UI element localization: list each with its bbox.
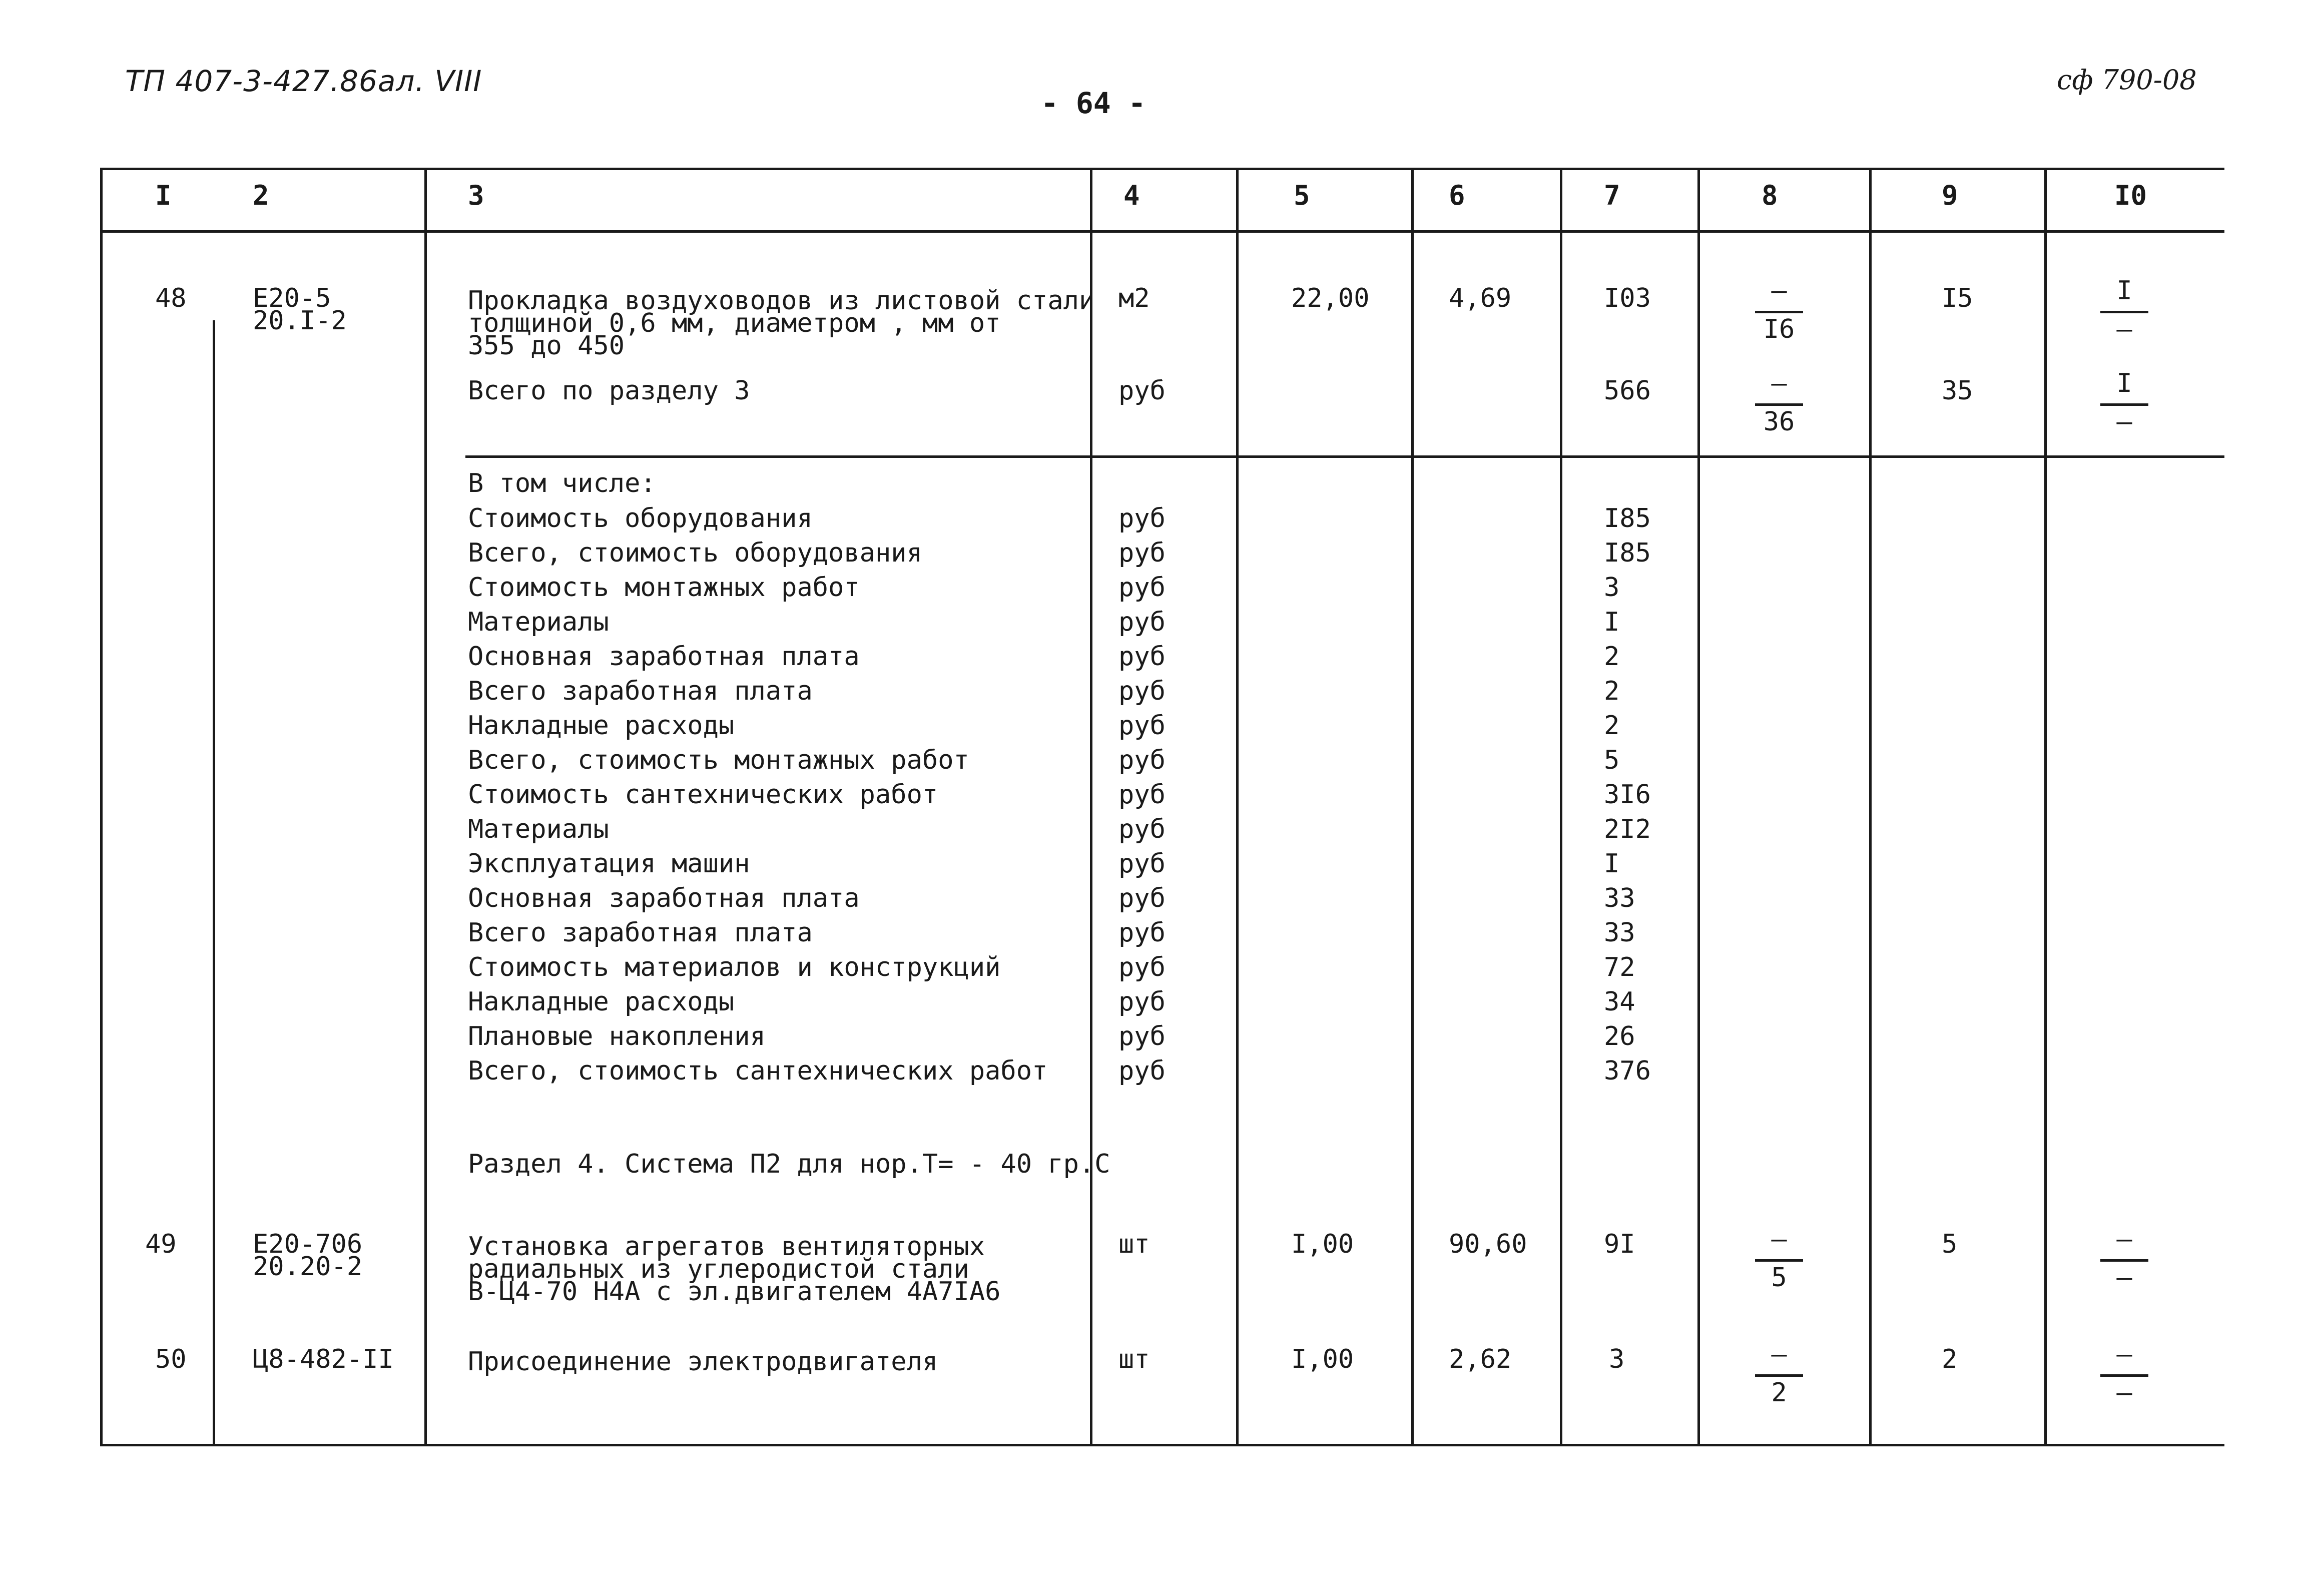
row-col10-fraction [2094, 1341, 2154, 1406]
breakdown-unit: руб [1118, 780, 1166, 810]
table-bottom-rule [100, 1444, 2224, 1446]
table-top-rule [100, 168, 2224, 170]
breakdown-value: 376 [1604, 1056, 1651, 1086]
breakdown-value: 26 [1604, 1021, 1635, 1051]
column-header-5: 5 [1294, 180, 1310, 211]
row-unit-price: 2,62 [1449, 1344, 1512, 1374]
row-code-line-2: 20.20-2 [253, 1252, 363, 1282]
header-bottom-rule [100, 230, 2224, 233]
fraction-numerator: – [2116, 1224, 2132, 1254]
row-quantity: I,00 [1291, 1229, 1354, 1259]
row-description-line-3: 355 до 450 [468, 331, 625, 361]
section-total-label: Всего по разделу 3 [468, 376, 750, 406]
breakdown-value: 2 [1604, 676, 1620, 706]
row-total: 3 [1609, 1344, 1625, 1374]
col-rule-3 [1090, 168, 1092, 1444]
breakdown-label: Всего, стоимость оборудования [468, 538, 922, 568]
row-code-line-2: 20.I-2 [253, 306, 347, 336]
fraction-bar [1755, 1374, 1803, 1377]
fraction-bar [2100, 403, 2148, 406]
fraction-denominator: I6 [1763, 314, 1795, 344]
column-header-7: 7 [1604, 180, 1620, 211]
section-total-value: 566 [1604, 376, 1651, 406]
row-unit: м2 [1118, 283, 1150, 313]
breakdown-label: Стоимость материалов и конструкций [468, 952, 1001, 982]
fraction-bar [1755, 311, 1803, 313]
fraction-denominator: 5 [1771, 1263, 1787, 1293]
breakdown-label: Всего заработная плата [468, 676, 813, 706]
row-number: 48 [155, 283, 187, 313]
row-col8-fraction [1749, 1341, 1809, 1406]
breakdown-label: Основная заработная плата [468, 883, 860, 913]
fraction-bar [1755, 1259, 1803, 1262]
breakdown-unit: руб [1118, 849, 1166, 879]
breakdown-label: Стоимость оборудования [468, 503, 813, 534]
fraction-denominator: – [2116, 407, 2132, 437]
breakdown-unit: руб [1118, 1056, 1166, 1086]
fraction-denominator: 2 [1771, 1378, 1787, 1408]
fraction-numerator: – [1771, 368, 1787, 398]
breakdown-unit: руб [1118, 642, 1166, 672]
breakdown-value: 33 [1604, 918, 1635, 948]
column-header-9: 9 [1942, 180, 1958, 211]
breakdown-unit: руб [1118, 711, 1166, 741]
breakdown-label: Материалы [468, 607, 609, 637]
breakdown-unit: руб [1118, 814, 1166, 844]
row-number: 49 [145, 1229, 177, 1259]
col-rule-left [100, 168, 103, 1444]
column-header-2: 2 [253, 180, 269, 211]
breakdown-label: Всего заработная плата [468, 918, 813, 948]
column-header-4: 4 [1123, 180, 1140, 211]
section-total-col10-fraction [2094, 370, 2154, 435]
col-rule-1 [213, 320, 215, 1444]
row-code-line-1: Ц8-482-II [253, 1344, 394, 1374]
row-unit: шт [1118, 1229, 1150, 1259]
row-description-line-2: толщиной 0,6 мм, диаметром , мм от [468, 308, 1001, 338]
row-number: 50 [155, 1344, 187, 1374]
column-header-10: I0 [2114, 180, 2147, 211]
fraction-bar [2100, 311, 2148, 313]
breakdown-unit: руб [1118, 987, 1166, 1017]
fraction-denominator: – [2116, 1263, 2132, 1293]
col-rule-6 [1560, 168, 1562, 1444]
row-quantity: 22,00 [1291, 283, 1370, 313]
breakdown-unit: руб [1118, 883, 1166, 913]
section-4-title: Раздел 4. Система П2 для нор.Т= - 40 гр.С [468, 1149, 1110, 1179]
breakdown-value: 3I6 [1604, 780, 1651, 810]
breakdown-label: Всего, стоимость сантехнических работ [468, 1056, 1048, 1086]
row-quantity: I,00 [1291, 1344, 1354, 1374]
col-rule-8 [1869, 168, 1872, 1444]
fraction-numerator: I [2116, 368, 2132, 398]
col-rule-7 [1697, 168, 1700, 1444]
breakdown-value: I [1604, 849, 1620, 879]
fraction-numerator: – [1771, 276, 1787, 306]
row-description-line-3: В-Ц4-70 Н4А с эл.двигателем 4А7IА6 [468, 1277, 1001, 1307]
row-description-line-2: радиальных из углеродистой стали [468, 1254, 969, 1284]
fraction-numerator: – [1771, 1339, 1787, 1369]
breakdown-value: 5 [1604, 745, 1620, 775]
breakdown-unit: руб [1118, 607, 1166, 637]
fraction-denominator: 36 [1763, 407, 1795, 437]
col-rule-9 [2044, 168, 2047, 1444]
breakdown-value: I85 [1604, 538, 1651, 568]
document-code: ТП 407-3-427.86ал. VIII [125, 64, 482, 98]
row-unit-price: 90,60 [1449, 1229, 1527, 1259]
row-code-line-1: Е20-5 [253, 283, 331, 313]
column-header-8: 8 [1762, 180, 1778, 211]
column-header-6: 6 [1449, 180, 1465, 211]
breakdown-label: Материалы [468, 814, 609, 844]
row-description-line-1: Прокладка воздуховодов из листовой стали [468, 286, 1095, 316]
breakdown-unit: руб [1118, 573, 1166, 603]
row-col9: 2 [1942, 1344, 1958, 1374]
column-header-3: 3 [468, 180, 484, 211]
breakdown-label: Плановые накопления [468, 1021, 766, 1051]
breakdown-label: Стоимость монтажных работ [468, 573, 860, 603]
row-col8-fraction [1749, 278, 1809, 342]
col-rule-5 [1411, 168, 1414, 1444]
fraction-numerator: – [1771, 1224, 1787, 1254]
row-col10-fraction [2094, 278, 2154, 342]
row-unit: шт [1118, 1344, 1150, 1374]
fraction-denominator: – [2116, 314, 2132, 344]
row-code-line-1: Е20-706 [253, 1229, 363, 1259]
breakdown-unit: руб [1118, 745, 1166, 775]
section-total-unit: руб [1118, 376, 1166, 406]
breakdown-value: I85 [1604, 503, 1651, 534]
fraction-bar [2100, 1374, 2148, 1377]
row-total: I03 [1604, 283, 1651, 313]
row-col9: 5 [1942, 1229, 1958, 1259]
breakdown-value: 33 [1604, 883, 1635, 913]
breakdown-unit: руб [1118, 1021, 1166, 1051]
section-total-col9: 35 [1942, 376, 1973, 406]
breakdown-unit: руб [1118, 503, 1166, 534]
fraction-numerator: I [2116, 276, 2132, 306]
row-unit-price: 4,69 [1449, 283, 1512, 313]
section-total-col8-fraction [1749, 370, 1809, 435]
col-rule-4 [1236, 168, 1239, 1444]
breakdown-label: Эксплуатация машин [468, 849, 750, 879]
stamp-code: сф 790-08 [2057, 64, 2197, 96]
row-col9: I5 [1942, 283, 1973, 313]
breakdown-label: Основная заработная плата [468, 642, 860, 672]
breakdown-value: 72 [1604, 952, 1635, 982]
breakdown-value: 3 [1604, 573, 1620, 603]
column-header-1: I [155, 180, 172, 211]
breakdown-label: Накладные расходы [468, 711, 735, 741]
including-label: В том числе: [468, 468, 656, 498]
row-col8-fraction [1749, 1226, 1809, 1291]
page-number: - 64 - [1041, 86, 1146, 120]
row-col10-fraction [2094, 1226, 2154, 1291]
fraction-bar [2100, 1259, 2148, 1262]
breakdown-unit: руб [1118, 538, 1166, 568]
breakdown-label: Накладные расходы [468, 987, 735, 1017]
breakdown-value: I [1604, 607, 1620, 637]
row-description-line-1: Установка агрегатов вентиляторных [468, 1232, 985, 1262]
breakdown-unit: руб [1118, 952, 1166, 982]
breakdown-label: Стоимость сантехнических работ [468, 780, 938, 810]
breakdown-unit: руб [1118, 676, 1166, 706]
breakdown-value: 2 [1604, 711, 1620, 741]
row-total: 9I [1604, 1229, 1635, 1259]
col-rule-2 [424, 168, 427, 1444]
breakdown-label: Всего, стоимость монтажных работ [468, 745, 969, 775]
breakdown-value: 2 [1604, 642, 1620, 672]
row-description-line-1: Присоединение электродвигателя [468, 1347, 938, 1377]
fraction-denominator: – [2116, 1378, 2132, 1408]
breakdown-value: 34 [1604, 987, 1635, 1017]
breakdown-unit: руб [1118, 918, 1166, 948]
section-total-rule [465, 455, 2224, 458]
fraction-bar [1755, 403, 1803, 406]
breakdown-value: 2I2 [1604, 814, 1651, 844]
fraction-numerator: – [2116, 1339, 2132, 1369]
